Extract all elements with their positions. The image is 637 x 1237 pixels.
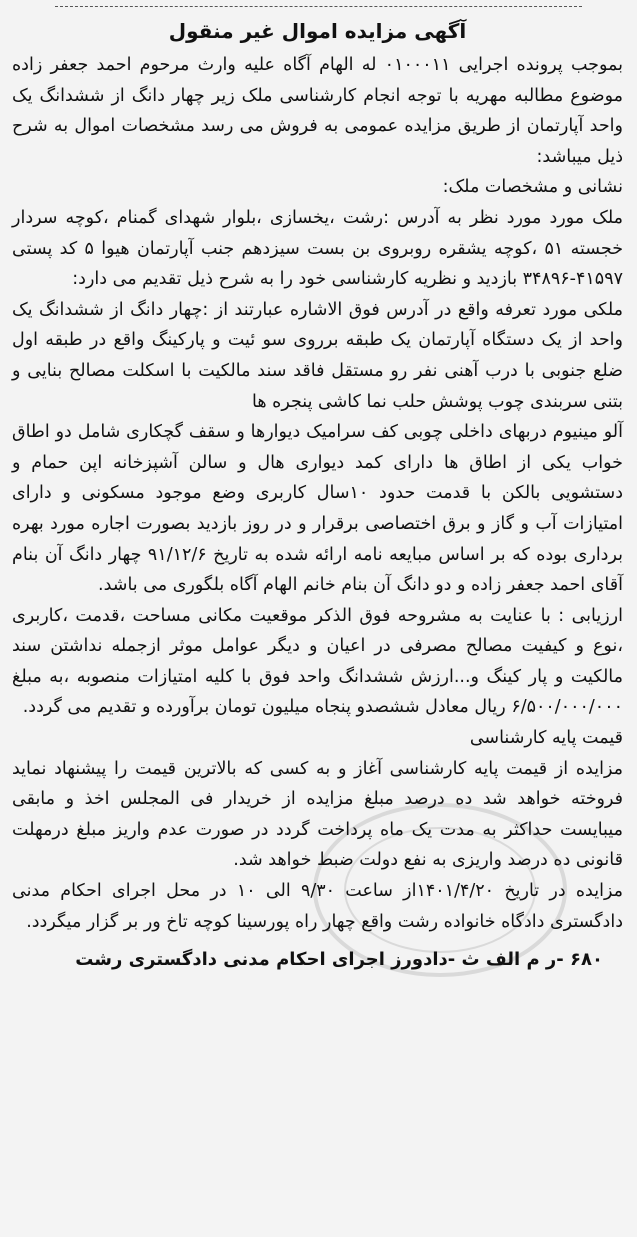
property-features-paragraph: آلو مینیوم دربهای داخلی چوبی کف سرامیک دیوارها و سقف گچکاری شامل دو اطاق خواب یکی از اطاق ها دارای کمد دیواری هال و سالن آشپزخانه اپن حمام و دستشویی بالکن با قدمت حدود ۱۰سال کاربری وضع موجود مسکونی و دارای امتیازات آب و گاز و برق اختصاصی برقرار و در روز بازدید بصورت اجاره مورد بهره برداری بوده که بر اساس مبایعه نامه ارائه شده به تاریخ ۹۱/۱۲/۶ چهار دانگ آن بنام آقای احمد جعفر زاده و دو دانگ آن بنام خانم الهام آگاه بلگوری می باشد. [12, 422, 624, 596]
property-description-paragraph: ملکی مورد تعرفه واقع در آدرس فوق الاشاره عبارتند از :چهار دانگ از ششدانگ یک واحد از یک دستگاه آپارتمان یک طبقه برروی سو ئیت و پارکینگ واقع در طبقه اول ضلع جنوبی با درب آهنی نفر رو مستقل فاقد سند مالکیت با اسکلت مصالح بنایی و بتنی سربندی چوب پوشش حلب نما کاشی پنجره ها [12, 299, 623, 412]
top-dashed-divider [55, 6, 582, 7]
base-price-heading: قیمت پایه کارشناسی [469, 728, 623, 749]
notice-footer: ۶۸۰ -ر م الف ث -دادورز اجرای احکام مدنی دادگستری رشت [75, 949, 603, 971]
auction-terms-paragraph: مزایده از قیمت پایه کارشناسی آغاز و به کسی که بالاترین قیمت را پیشنهاد نماید فروخته خواهد شد ده درصد مبلغ مزایده از خریدار فی المجلس اخذ و مابقی میبایست حداکثر به مدت یک ماه پرداخت گردد در صورت عدم واریز مبلغ درمهلت قانونی ده درصد واریزی به نفع دولت ضبط خواهد شد. [12, 758, 623, 871]
valuation-paragraph: ارزیابی : با عنایت به مشروحه فوق الذکر موقعیت مکانی مساحت ،قدمت ،کاربری ،نوع و کیفیت مصالح مصرفی در اعیان و دیگر عوامل موثر ازجمله نداشتن سند مالکیت و پار کینگ و...ارزش ششدانگ واحد فوق با کلیه امتیازات منصوبه ،به مبلغ ۶/۵۰۰/۰۰۰/۰۰۰ ریال معادل ششصدو پنجاه میلیون تومان برآورده و تقدیم می گردد. [12, 605, 623, 718]
auction-date-paragraph: مزایده در تاریخ ۱۴۰۱/۴/۲۰از ساعت ۹/۳۰ الی ۱۰ در محل اجرای احکام مدنی دادگستری دادگاه خانواده رشت واقع چهار راه پورسینا کوچه تاخ ور بر گزار میگردد. [12, 881, 624, 932]
notice-title: آگهی مزایده اموال غیر منقول [168, 19, 467, 43]
property-address-paragraph: ملک مورد مورد نظر به آدرس :رشت ،یخسازی ،بلوار شهدای گمنام ،کوچه سردار خجسته ۵۱ ،کوچه یشقره روبروی بن بست سیزدهم جنب آپارتمان هیوا ۵ کد پستی ۴۱۵۹۷-۳۴۸۹۶ بازدید و نظریه کارشناسی خود را به شرح ذیل تقدیم می دارد: [12, 207, 624, 290]
intro-paragraph: بموجب پرونده اجرایی ۰۱۰۰۰۱۱ له الهام آگاه علیه وارث مرحوم احمد جعفر زاده موضوع مطالبه مهریه با توجه انجام کارشناسی ملک زیر چهار دانگ از ششدانگ یک واحد آپارتمان از طریق مزایده عمومی به فروش می رسد مشخصات اموال به شرح ذیل میباشد: [12, 55, 624, 167]
bottom-margin [0, 1190, 637, 1237]
notice-document [12, 14, 623, 977]
property-address-heading: نشانی و مشخصات ملک: [442, 177, 623, 198]
